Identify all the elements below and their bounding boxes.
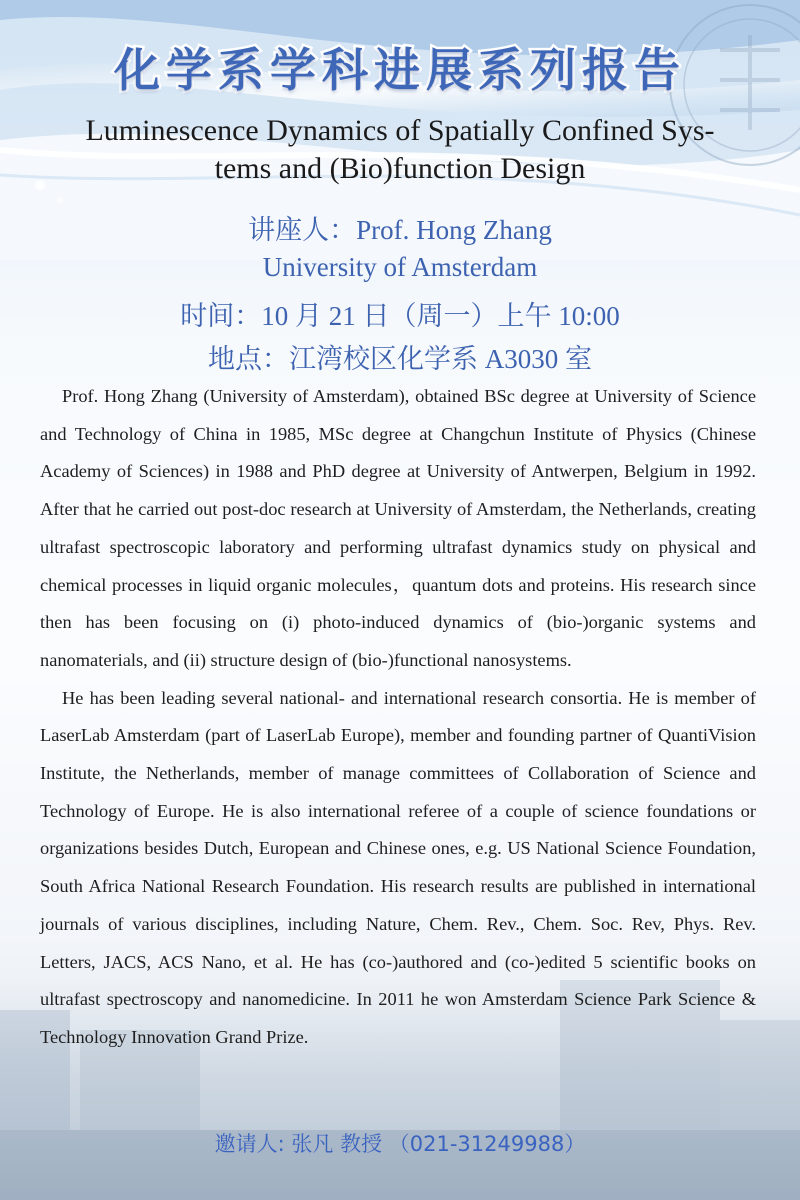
speaker-line: 讲座人：Prof. Hong Zhang — [248, 215, 552, 245]
series-title-banner — [0, 30, 800, 104]
host-contact-line: 邀请人: 张凡 教授 （021-31249988） — [214, 1132, 586, 1156]
affiliation-line: University of Amsterdam — [262, 252, 538, 282]
series-title: 化学系学科进展系列报告 — [114, 43, 686, 97]
talk-title-line: Luminescence Dynamics of Spatially Confined Sys- — [85, 114, 715, 147]
location-line: 地点：江湾校区化学系 A3030 室 — [208, 344, 592, 374]
bio-paragraph: Prof. Hong Zhang (University of Amsterdam), obtained BSc degree at University of Science and Technology of China in 1985, MSc degree at Changchun Institute of Physics (Chinese Academy of Sciences) in 1988 and PhD degree at University of Antwerpen, Belgium in 1992. After that he carried out post-doc research at University of Amsterdam, the Netherlands, creating ultrafast spectroscopic laboratory and performing ultrafast dynamics study on physical and chemical processes in liquid organic molecules，quantum dots and proteins. His research since then has been focusing on (i) photo-induced dynamics of (bio-)organic systems and nanomaterials, and (ii) structure design of (bio-)functional nanosystems. — [40, 386, 756, 670]
bio-paragraph: He has been leading several national- and international research consortia. He is member of LaserLab Amsterdam (part of LaserLab Europe), member and founding partner of QuantiVision Institute, the Netherlands, member of manage committees of Collaboration of Science and Technology of Europe. He is also international referee of a couple of science foundations or organizations besides Dutch, European and Chinese ones, e.g. US National Science Foundation, South Africa National Research Foundation. His research results are published in international journals of various disciplines, including Nature, Chem. Rev., Chem. Soc. Rev, Phys. Rev. Letters, JACS, ACS Nano, et al. He has (co-)authored and (co-)edited 5 scientific books on ultrafast spectroscopy and nanomedicine. In 2011 he won Amsterdam Science Park Science & Technology Innovation Grand Prize. — [40, 687, 756, 1047]
time-line: 时间：10 月 21 日（周一）上午 10:00 — [180, 301, 620, 331]
talk-title-line: tems and (Bio)function Design — [214, 152, 586, 185]
speaker-bio — [40, 378, 756, 1057]
talk-title — [30, 112, 770, 188]
